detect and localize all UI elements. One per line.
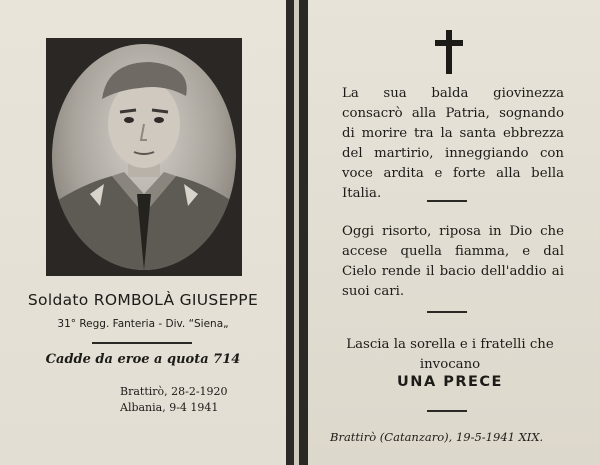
portrait-photo-frame [46, 38, 242, 276]
divider-rule-3 [427, 410, 467, 412]
portrait-silhouette [52, 44, 236, 270]
death-line: Albania, 9-4 1941 [120, 401, 219, 414]
soldier-name: Soldato ROMBOLÀ GIUSEPPE [27, 291, 259, 309]
tribute-paragraph-2: Oggi risorto, riposa in Dio che accese quella fiamma, e dal Cielo rende il bacio dell'addio ai suoi cari. [342, 224, 564, 299]
fell-line: Cadde da eroe a quota 714 [45, 352, 241, 367]
portrait-photo [52, 44, 236, 270]
birth-line: Brattirò, 28-2-1920 [120, 385, 228, 398]
latin-cross-icon [432, 29, 466, 75]
regiment-line: 31° Regg. Fanteria - Div. “Siena„ [57, 318, 229, 330]
place-date-line: Brattirò (Catanzaro), 19-5-1941 XIX. [330, 430, 544, 444]
family-line: Lascia la sorella e i fratelli che invocano [346, 337, 554, 372]
tribute-paragraph-1: La sua balda giovinezza consacrò alla Patria, sognando di morire tra la santa ebbrezza del martirio, inneggiando con voce ardita e forte alla bella Italia. [342, 86, 564, 201]
mourning-band [286, 0, 308, 465]
divider-rule [92, 342, 192, 344]
divider-rule-2 [427, 311, 467, 313]
left-panel [0, 0, 286, 465]
divider-rule-1 [427, 200, 467, 202]
prayer-heading: UNA PRECE [397, 374, 503, 390]
